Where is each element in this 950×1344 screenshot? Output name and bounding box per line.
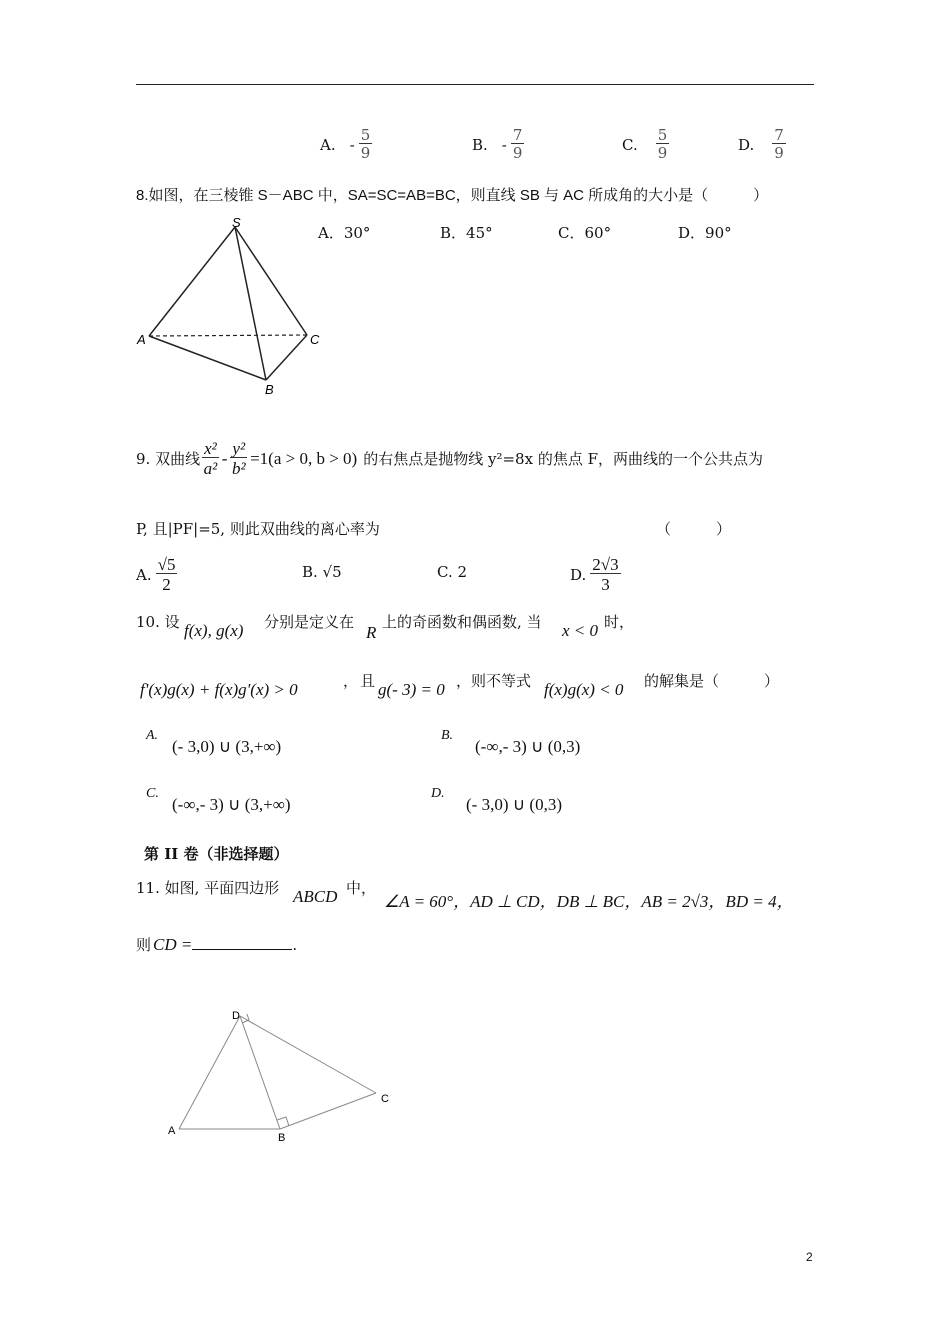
q7-option-label: C. — [622, 135, 638, 154]
q10-option-d-value: (- 3,0) ∪ (0,3) — [466, 795, 562, 814]
q7-option-label: A. — [320, 135, 336, 154]
q10-and: 且 — [360, 672, 376, 690]
q10-cond: x < 0 — [562, 621, 599, 640]
label-a: A — [137, 332, 146, 347]
q9-paren: （ ） — [656, 520, 732, 538]
q9-option-a: A. $\frac{√5}{2}$ — [136, 555, 176, 594]
label-b: B — [265, 382, 274, 397]
q11-conds: ∠A = 60°，AD ⊥ CD，DB ⊥ BC，AB = 2√3，BD = 4， — [384, 892, 794, 911]
q7-option-fraction: $\frac{7}{9}$ — [774, 126, 784, 162]
label-d: D — [232, 1010, 240, 1022]
q10-option-a-label: A. — [146, 728, 159, 743]
q7-option-a — [320, 128, 372, 161]
q11-prefix: 11. 如图, 平面四边形 — [136, 879, 280, 897]
q11-zhong: 中， — [346, 879, 377, 897]
q10-option-a-value: (- 3,0) ∪ (3,+∞) — [172, 737, 282, 756]
q10-R: R — [366, 623, 377, 642]
label-b: B — [278, 1132, 286, 1144]
q9-line1 — [136, 440, 763, 477]
q7-option-sign: - — [501, 135, 507, 154]
q11-answer-blank[interactable] — [192, 935, 292, 950]
q9-eq: =1(a > 0, b > 0) — [250, 448, 358, 468]
q9-option-d: D. $\frac{2√3}{3}$ — [570, 555, 619, 594]
q8-option-a: A．30° — [318, 224, 371, 242]
q8-pyramid-figure — [134, 215, 334, 400]
q9-frac2: $\frac{\text{y²}}{\text{b²}}$ — [231, 439, 246, 478]
q10-comma: ， — [343, 672, 359, 690]
q8-text: 8.如图，在三棱锥 S－ABC 中，SA=SC=AB=BC，则直线 SB 与 AC 所成角的大小是（ ） — [136, 187, 769, 204]
q7-option-sign: - — [349, 135, 355, 154]
q10-end: 时， — [604, 613, 635, 631]
q7-option-fraction: $\frac{5}{9}$ — [657, 126, 668, 162]
q8-option-d: D．90° — [678, 224, 732, 242]
q10-option-b-value: (-∞,- 3) ∪ (0,3) — [475, 737, 581, 756]
q10-option-c-label: C. — [146, 786, 159, 801]
header-rule — [136, 84, 814, 85]
q7-option-c — [622, 128, 669, 161]
label-a: A — [168, 1125, 176, 1137]
label-s: S — [232, 215, 241, 230]
q7-option-label: B. — [472, 135, 488, 154]
label-c: C — [381, 1093, 389, 1105]
q10-option-d-label: D. — [431, 786, 445, 801]
q10-tail: 的解集是（ ） — [644, 672, 780, 690]
q7-option-d — [738, 128, 786, 161]
q7-option-b — [472, 128, 524, 161]
q10-mid: 分别是定义在 — [264, 613, 355, 631]
q10-option-c-value: (-∞,- 3) ∪ (3,+∞) — [172, 795, 291, 814]
q11-line2: 则 CD = . — [136, 935, 298, 954]
q10-then: ，则不等式 — [456, 672, 532, 690]
q10-expr: f'(x)g(x) + f(x)g'(x) > 0 — [140, 680, 298, 699]
q7-option-fraction: $\frac{5}{9}$ — [360, 126, 371, 162]
q8-option-c: C．60° — [558, 224, 612, 242]
q10-ineq: f(x)g(x) < 0 — [544, 680, 624, 699]
q10-mid2: 上的奇函数和偶函数, 当 — [382, 613, 542, 631]
q10-prefix: 10. 设 — [136, 613, 180, 631]
q9-minus: - — [221, 448, 228, 468]
label-c: C — [310, 332, 320, 347]
q9-option-b: B. √5 — [302, 563, 342, 581]
q10-option-b-label: B. — [441, 728, 454, 743]
page-number: 2 — [806, 1250, 813, 1264]
q7-option-label: D. — [738, 135, 755, 154]
q11-quadrilateral-figure — [160, 1005, 400, 1150]
q8-option-b: B．45° — [440, 224, 493, 242]
q10-g3: g(- 3) = 0 — [378, 680, 445, 699]
q9-line2: P, 且|PF|=5, 则此双曲线的离心率为 — [136, 520, 380, 538]
q10-fg: f(x), g(x) — [184, 621, 244, 640]
q9-frac1: $\frac{\text{x²}}{\text{a²}}$ — [203, 439, 218, 478]
q7-option-fraction: $\frac{7}{9}$ — [512, 126, 523, 162]
q9-prefix: 9. 双曲线 — [136, 450, 201, 468]
section-2-title: 第 II 卷（非选择题） — [144, 845, 289, 863]
q9-option-c: C. 2 — [437, 563, 468, 581]
q11-abcd: ABCD — [293, 887, 338, 906]
q9-suffix: 的右焦点是抛物线 y²=8x 的焦点 F，两曲线的一个公共点为 — [363, 450, 763, 468]
